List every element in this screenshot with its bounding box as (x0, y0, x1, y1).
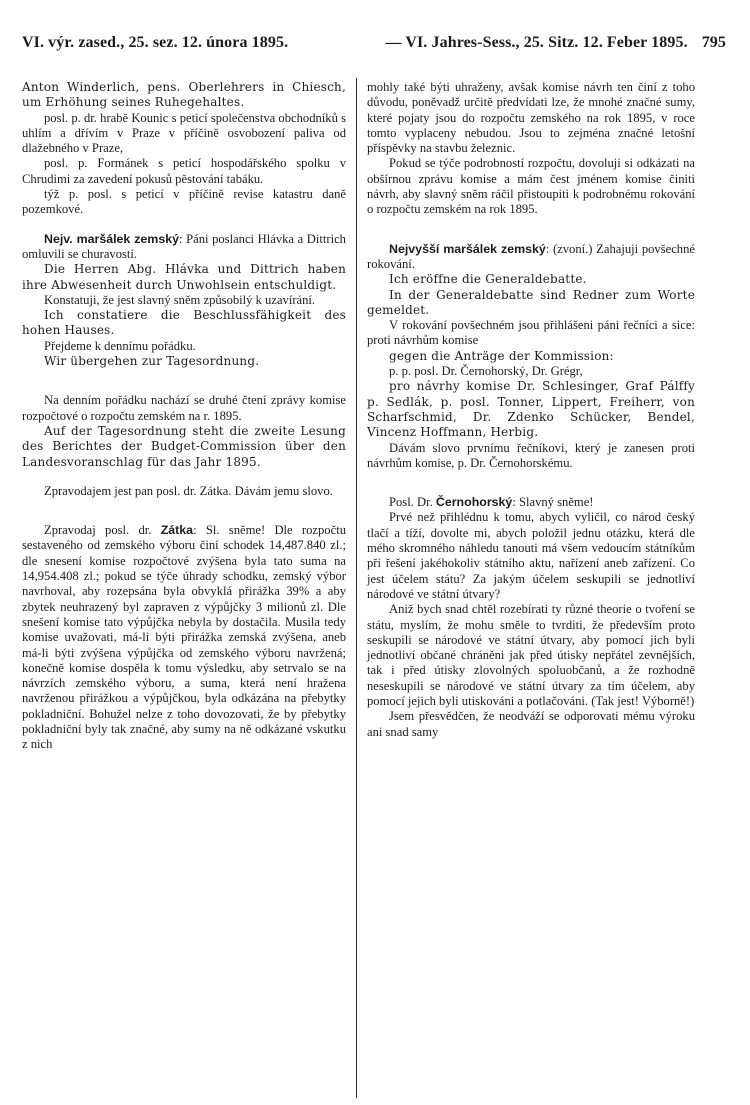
paragraph: gegen die Anträge der Kommission: (389, 348, 614, 363)
paragraph: Anton Winderlich, pens. Oberlehrers in Chiesch, um Erhöhung seines Ruhegehaltes. (22, 80, 346, 110)
paragraph (367, 495, 695, 510)
speaker-name: Nejvyšší maršálek zemský (389, 241, 546, 256)
paragraph (22, 232, 346, 263)
paragraph (22, 523, 346, 752)
paragraph: Prvé než přihlédnu k tomu, abych vyličil, co národ český tlačí a tíží, dovolte mi, abych položil jednu otázku, která dle mého skromného náhledu tanouti má všem vedoucím státníkům při řešení jakéhokoliv státního aktu, nařízení aneb zařízení. Co jest účelem státu? Za jakým účelem seskupili se jednotliví národové ve státní útvary? (367, 510, 695, 601)
paragraph: Přejdeme k dennímu pořádku. (44, 338, 196, 353)
header-right (385, 34, 726, 52)
header-middle: — VI. Jahres-Sess., 25. Sitz. 12. Feber 1895. (385, 34, 688, 51)
paragraph: posl. p. dr. hrabě Kounic s peticí společenstva obchodníků s uhlím a dřívím v Praze v příčině osvobození paliva od dlažebného v Praze, (22, 110, 346, 156)
speech-text: : Slavný sněme! (512, 495, 594, 510)
left-column (22, 80, 346, 753)
speech-text: : Páni poslanci Hlávka a Dittrich omluvili se churavostí. (22, 231, 346, 261)
paragraph: Wir übergehen zur Tagesordnung. (44, 354, 260, 369)
paragraph: Die Herren Abg. Hlávka und Dittrich haben ihre Abwesenheit durch Unwohlsein entschuldigt. (22, 262, 346, 292)
paragraph: Aniž bych snad chtěl rozebírati ty různé theorie o tvoření se státu, myslím, že mohu směle to tvrditi, že především proto seskupili se národové ve státní útvary, aby pomocí jich byli jednotliví občané chráněni jak před útisky nepřátel zevnějších, tak i před útisky zlovolných spoluobčanů, a že rozhodně neseskupili se národové ve státní útvary za tím účelem, aby pomocí jejich byli utiskováni a potlačováni. (Tak jest! Výborně!) (367, 602, 695, 708)
paragraph: Na denním pořádku nachází se druhé čtení zprávy komise rozpočtové o rozpočtu zemském na r. 1895. (22, 393, 346, 423)
column-divider (356, 78, 357, 1098)
paragraph: mohly také býti uhraženy, avšak komise návrh ten činí z toho důvodu, poněvadž určitě předvídati lze, že mnohé značné sumy, které pojaty jsou do rozpočtu zemského na rok 1895, v roce tomto vyplaceny nebudou. Jsou to zejména značné letošní příspěvky na stavbu železnic. (367, 80, 695, 156)
paragraph: Ich constatiere die Beschlussfähigkeit des hohen Hauses. (22, 308, 346, 338)
paragraph: Konstatuji, že jest slavný sněm způsobilý k uzavírání. (44, 292, 316, 307)
speech-text: : (zvoní.) Zahajuji povšechné rokování. (367, 241, 695, 271)
paragraph: Jsem přesvědčen, že neodváží se odporovati mému výroku ani snad samy (367, 709, 695, 739)
paragraph: pro návrhy komise Dr. Schlesinger, Graf Pálffy p. Sedlák, p. posl. Tonner, Lippert, Freiherr, von Scharfschmid, Dr. Zdenko Schücker, Bendel, Vincenz Hoffmann, Herbig. (367, 379, 695, 440)
paragraph (367, 242, 695, 273)
speaker-name: Zátka (160, 523, 194, 538)
paragraph: Zpravodajem jest pan posl. dr. Zátka. Dávám jemu slovo. (44, 483, 333, 498)
paragraph: Auf der Tagesordnung steht die zweite Lesung des Berichtes der Budget-Commission über den Landesvoranschlag für das Jahr 1895. (22, 423, 346, 469)
speech-prefix: Zpravodaj posl. dr. (44, 523, 161, 538)
paragraph: In der Generaldebatte sind Redner zum Worte gemeldet. (367, 287, 695, 317)
paragraph: posl. p. Formánek s peticí hospodářského spolku v Chrudimi za zavedení pokusů pěstování tabáku. (22, 156, 346, 186)
paragraph: týž p. posl. s peticí v příčině revise katastru daně pozemkové. (22, 187, 346, 217)
right-column (367, 80, 695, 740)
paragraph: p. p. posl. Dr. Černohorský, Dr. Grégr, (389, 364, 583, 379)
header-left: VI. výr. zased., 25. sez. 12. února 1895. (22, 34, 289, 51)
speaker-name: Černohorský (435, 495, 513, 510)
paragraph: Dávám slovo prvnímu řečníkovi, který je zanesen proti návrhům komise, p. Dr. Černohorskému. (367, 440, 695, 470)
speech-prefix: Posl. Dr. (389, 495, 436, 510)
paragraph: V rokování povšechném jsou přihlášeni páni řečníci a sice: proti návrhům komise (367, 318, 695, 348)
page-header (22, 34, 726, 56)
paragraph: Ich eröffne die Generaldebatte. (389, 272, 587, 287)
page-number: 795 (701, 34, 726, 51)
speech-text: : Sl. sněme! Dle rozpočtu sestaveného od zemského výboru činí schodek 14,487.840 zl.; dle snesení komise rozpočtové zvýšena byla tato suma na 14,954.408 zl.; pokud se týče úhrady schodku, zemský výbor navrhoval, aby rozepsána byla obvyklá přirážka 39% a aby zbytek neuhrazený byl zapraven z výpůjčky 3 milionů zl. Dle snešení komise tato výpůjčka nebyla by dostačila. Musila tedy komise uvažovati, má-li býti přirážka zemská zvýšena, aneb má-li býti zvýšena výpůjčka od zemského výboru navržená; konečně komise dospěla k tomu výsledku, aby setrvalo se na návrzích zemského výboru, a suma, která není hražena navrženou přirážkou a výpůjčkou, byla odkázána na přebytky pokladniční. Bohužel nelze z toho dovozovati, že by přebytky pokladniční byly tak značné, aby sumy na ně odkázané vskutku z nich (22, 523, 346, 752)
paragraph: Pokud se týče podrobností rozpočtu, dovoluji si odkázati na obšírnou zprávu komise a mám čest jménem komise činiti návrh, aby slavný sněm ráčil přistoupiti k podrobnému rokování o rozpočtu zemském na rok 1895. (367, 156, 695, 217)
speaker-name: Nejv. maršálek zemský (44, 231, 179, 246)
